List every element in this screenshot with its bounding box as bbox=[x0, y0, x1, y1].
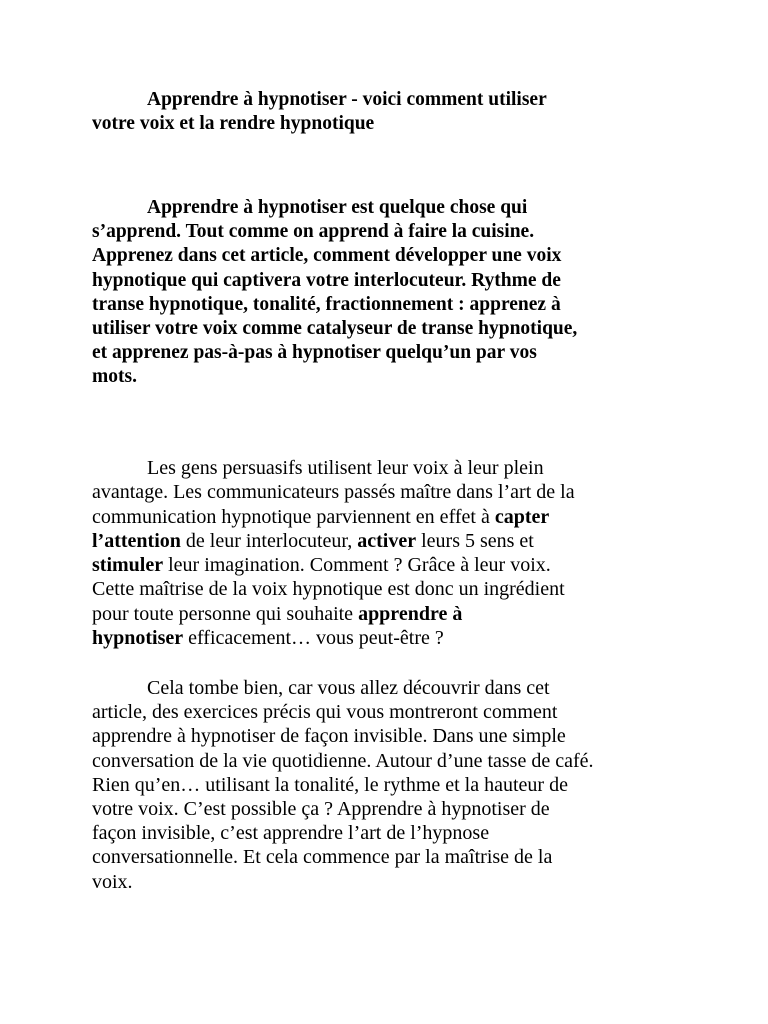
lead-line: utiliser votre voix comme catalyseur de transe hypnotique, bbox=[92, 318, 578, 340]
title-line-1: Apprendre à hypnotiser - voici comment utiliser bbox=[147, 89, 547, 110]
lead-line: Apprendre à hypnotiser est quelque chose qui bbox=[147, 197, 528, 218]
lead-paragraph bbox=[92, 196, 682, 390]
body-line: Cela tombe bien, car vous allez découvrir dans cet bbox=[147, 677, 550, 699]
body-line: pour toute personne qui souhaite bbox=[92, 602, 359, 625]
emphasis-hypnotiser: hypnotiser bbox=[92, 627, 184, 650]
body-line: façon invisible, c’est apprendre l’art de l’hypnose bbox=[92, 822, 490, 845]
emphasis-stimuler: stimuler bbox=[92, 554, 164, 577]
body-line: efficacement… vous peut-être ? bbox=[183, 627, 444, 650]
body-line: Les gens persuasifs utilisent leur voix à leur plein bbox=[147, 457, 544, 479]
body-line: communication hypnotique parviennent en effet à bbox=[92, 505, 495, 528]
lead-line: s’apprend. Tout comme on apprend à faire la cuisine. bbox=[92, 221, 535, 243]
lead-line: Apprenez dans cet article, comment développer une voix bbox=[92, 245, 562, 267]
body-line: leurs 5 sens et bbox=[416, 529, 534, 552]
body-line: article, des exercices précis qui vous montreront comment bbox=[92, 701, 558, 724]
lead-line: transe hypnotique, tonalité, fractionnement : apprenez à bbox=[92, 293, 561, 315]
body-line: Rien qu’en… utilisant la tonalité, le rythme et la hauteur de bbox=[92, 773, 568, 796]
body-line: conversationnelle. Et cela commence par la maîtrise de la bbox=[92, 846, 553, 869]
body-line: conversation de la vie quotidienne. Autour d’une tasse de café. bbox=[92, 749, 594, 772]
body-line: avantage. Les communicateurs passés maître dans l’art de la bbox=[92, 481, 575, 504]
lead-line: et apprenez pas-à-pas à hypnotiser quelqu’un par vos bbox=[92, 342, 537, 364]
body-line: votre voix. C’est possible ça ? Apprendre à hypnotiser de bbox=[92, 798, 550, 821]
lead-line: hypnotique qui captivera votre interlocuteur. Rythme de bbox=[92, 269, 561, 291]
body-line: de leur interlocuteur, bbox=[180, 529, 358, 552]
emphasis-apprendre: apprendre à bbox=[358, 602, 463, 625]
body-line: apprendre à hypnotiser de façon invisible. Dans une simple bbox=[92, 725, 566, 748]
document-title bbox=[92, 88, 682, 136]
body-line: voix. bbox=[92, 870, 133, 893]
emphasis-capter: capter bbox=[494, 505, 550, 528]
body-paragraph-2 bbox=[92, 676, 682, 894]
body-paragraph-1 bbox=[92, 456, 682, 650]
body-line: Cette maîtrise de la voix hypnotique est donc un ingrédient bbox=[92, 578, 565, 601]
emphasis-attention: l’attention bbox=[92, 529, 181, 552]
title-line-2: votre voix et la rendre hypnotique bbox=[92, 113, 375, 134]
lead-line: mots. bbox=[92, 366, 137, 388]
body-line: leur imagination. Comment ? Grâce à leur voix. bbox=[163, 554, 551, 577]
emphasis-activer: activer bbox=[357, 529, 417, 552]
